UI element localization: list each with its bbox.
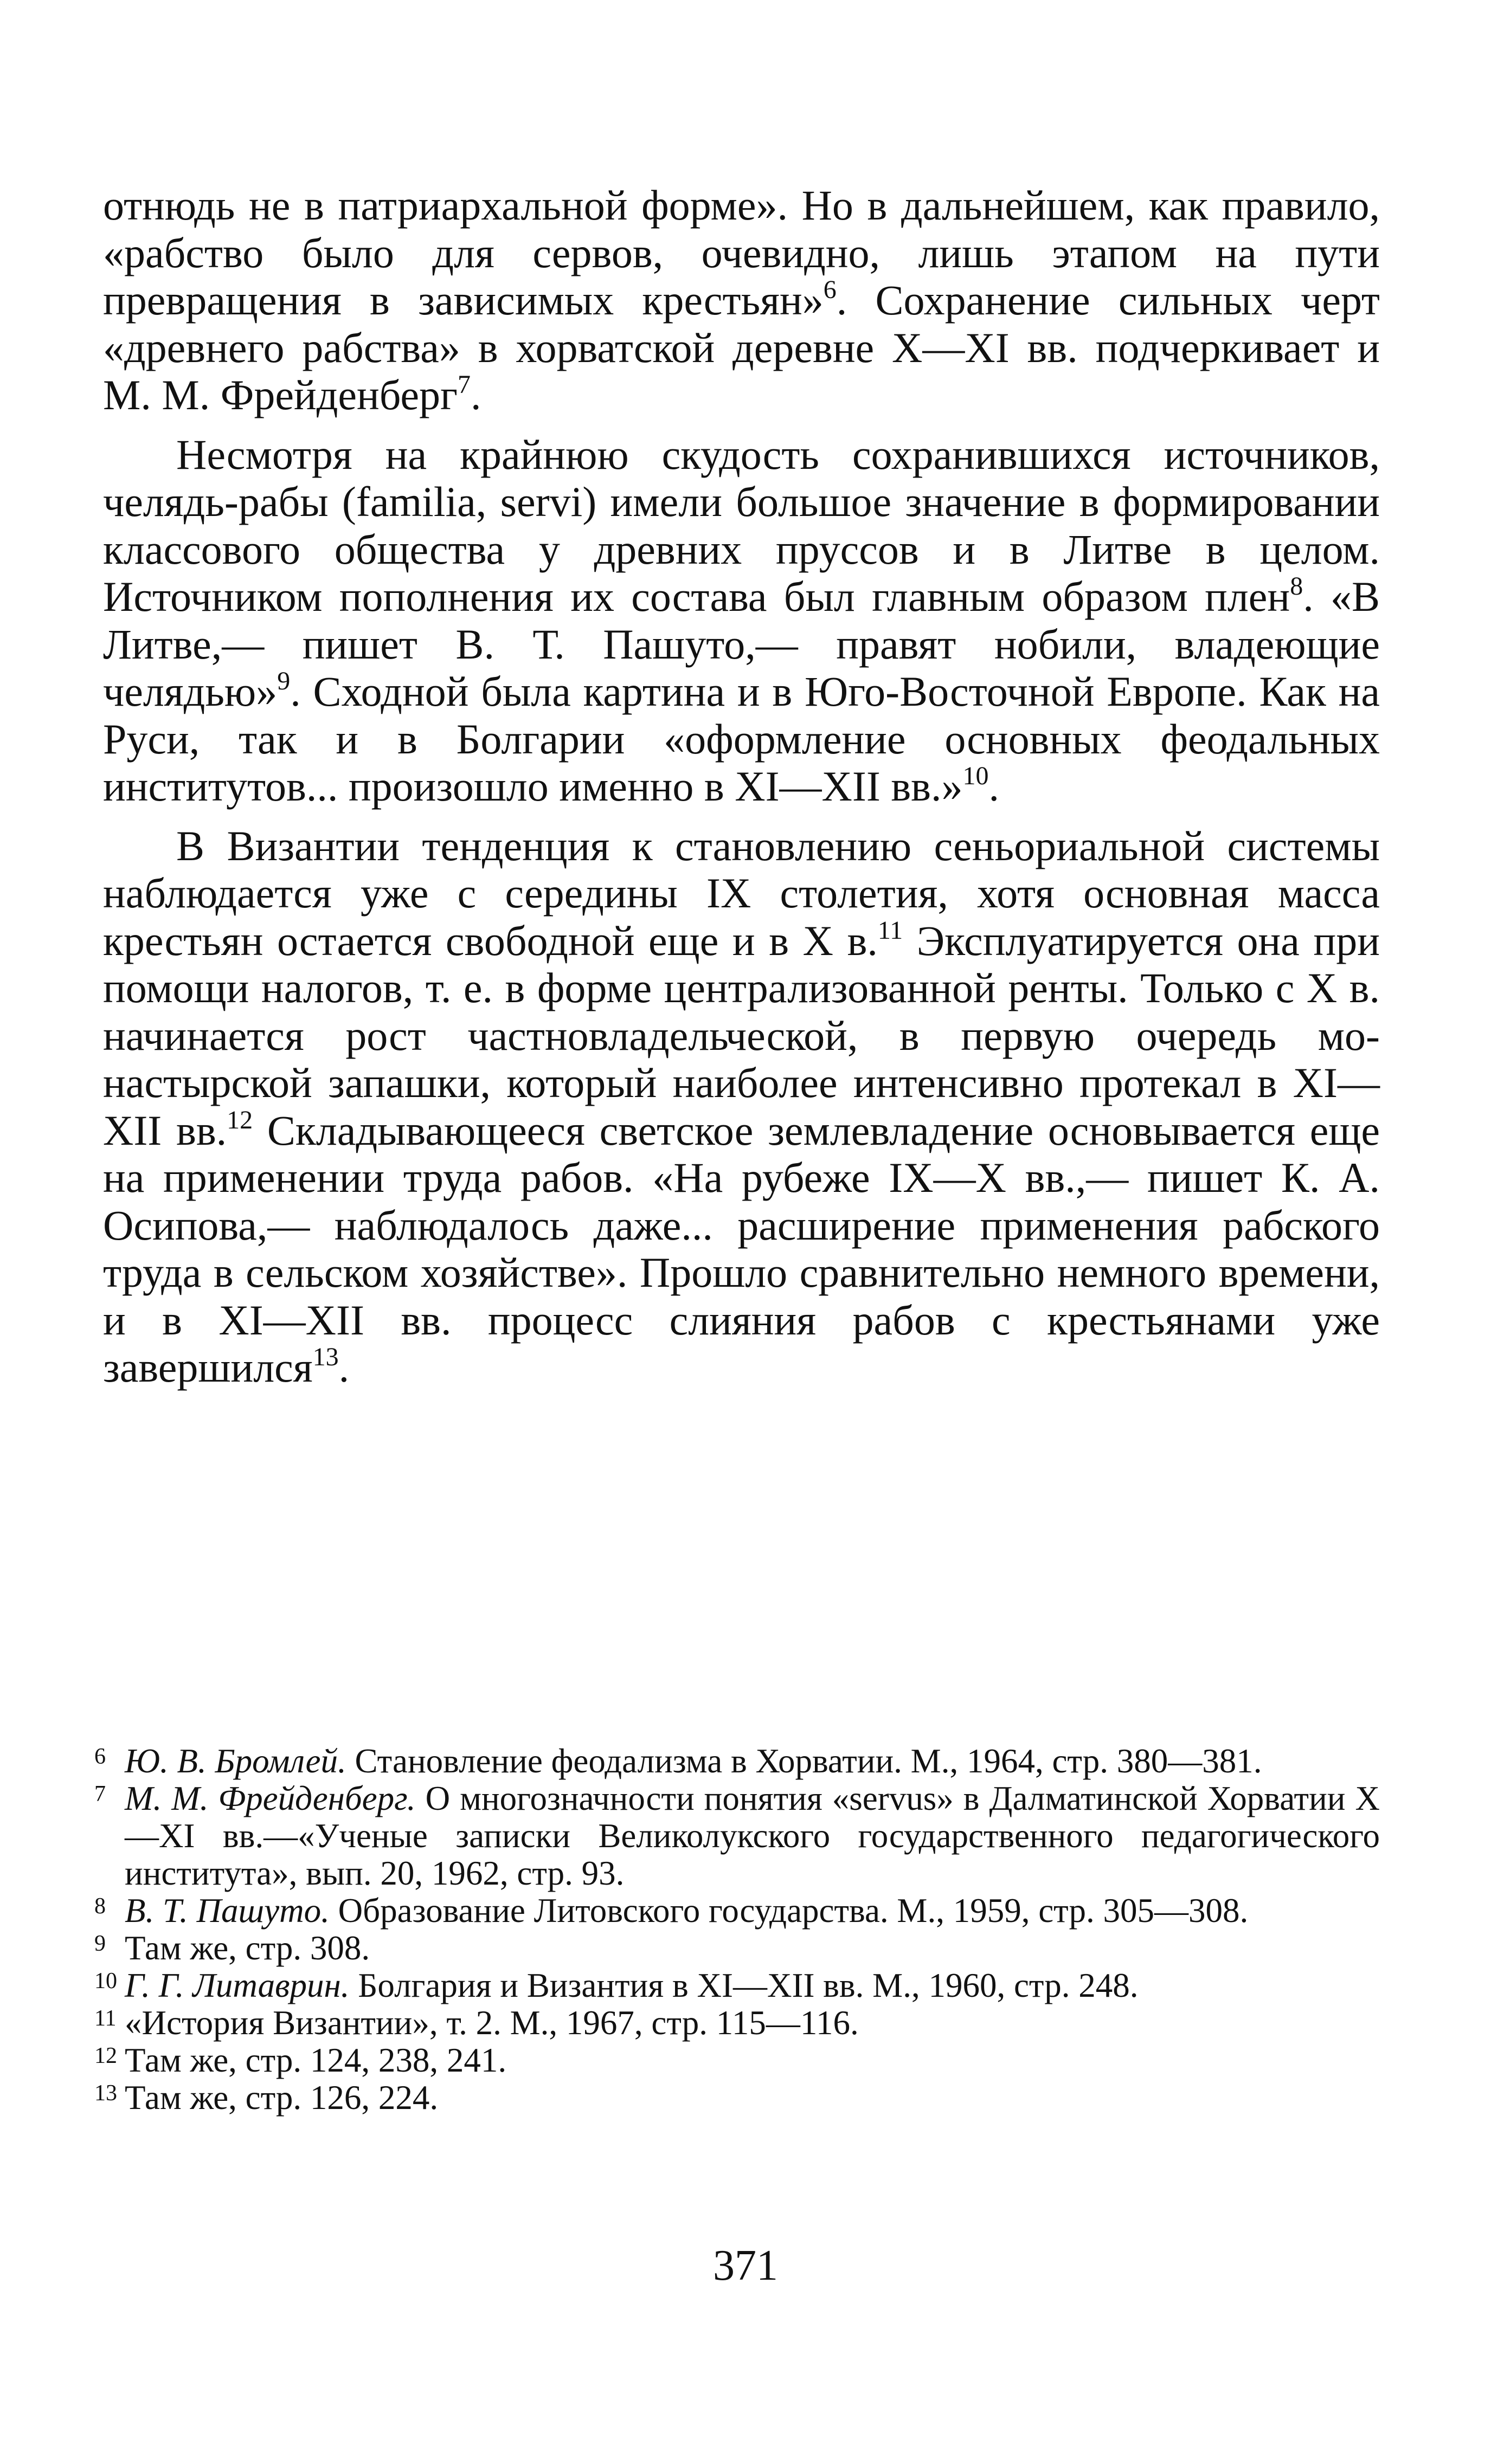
footnote-number: 10 (94, 1969, 117, 1994)
text-run: Несмотря на крайнюю скудость сохранившихся источников, челядь-рабы (familia, servi) имели большое значение в формировании классового общества у древних пруссов и в Литве в целом. Источником пополнения их состава был главным образом плен (103, 430, 1380, 620)
text-run: . (988, 763, 999, 810)
text-run: . (338, 1344, 350, 1391)
footnote-text: О многозначности понятия «servus» в Далматинской Хорватии X—XI вв.—«Ученые записки Великолукского государственного педагогического института», вып. 20, 1962, стр. 93. (125, 1779, 1380, 1892)
footnote-7 (94, 1779, 1380, 1892)
footnote-ref[interactable]: 8 (1290, 572, 1303, 601)
footnote-author: Ю. В. Бромлей. (125, 1742, 346, 1780)
text-run: Складывающееся светское землевладение основывается еще на применении труда рабов. «На рубеже IX—X вв.,— пишет К. А. Осипова,— наблюдалось даже... расширение применения рабского труда в сельском хозяйстве». Прошло сравнительно немного времени, и в XI—XII вв. процесс слияния рабов с крестьянами уже завершился (103, 1106, 1380, 1391)
page-number: 371 (713, 2242, 778, 2289)
footnote-6 (94, 1742, 1380, 1780)
footnote-8 (94, 1892, 1380, 1930)
footnote-text: Там же, стр. 126, 224. (125, 2079, 439, 2117)
footnote-13 (94, 2079, 1380, 2117)
text-run: отнюдь не в патриархальной форме». Но в дальнейшем, как правило, «рабство было для сервов, очевидно, лишь этапом на пути превращения в зависимых крестьян» (103, 182, 1380, 324)
footnote-text: Становление феодализма в Хорватии. М., 1964, стр. 380—381. (346, 1742, 1262, 1780)
footnote-ref[interactable]: 7 (458, 370, 471, 399)
main-text (103, 182, 1380, 1391)
paragraph-3 (103, 822, 1380, 1391)
footnote-text: Образование Литовского государства. М., 1959, стр. 305—308. (329, 1892, 1249, 1930)
footnote-ref[interactable]: 10 (962, 762, 989, 790)
footnote-number: 9 (94, 1931, 106, 1956)
footnote-ref[interactable]: 6 (823, 275, 837, 304)
footnote-number: 13 (94, 2081, 117, 2106)
text-run: Эксплуатируется она при помощи налогов, т. е. в форме централизованной ренты. Только с X в. начинается рост частновладельческой, в первую очередь монастырской запашки, который наиболее интенсивно протекал в XI—XII вв. (103, 917, 1380, 1154)
footnote-text: Там же, стр. 124, 238, 241. (125, 2041, 507, 2079)
footnote-author: М. М. Фрейденберг. (125, 1779, 416, 1817)
footnote-ref[interactable]: 9 (277, 667, 291, 695)
footnote-author: В. Т. Пашуто. (125, 1892, 330, 1930)
footnote-9 (94, 1929, 1380, 1967)
footnote-number: 11 (94, 2006, 117, 2031)
footnote-10 (94, 1966, 1380, 2004)
paragraph-2 (103, 431, 1380, 810)
footnote-ref[interactable]: 11 (877, 915, 903, 945)
footnote-ref[interactable]: 12 (227, 1105, 253, 1134)
footnote-11 (94, 2004, 1380, 2042)
text-run: . Сходной была картина и в Юго-Восточной Европе. Как на Руси, так и в Болгарии «оформление основных феодальных институтов... произошло именно в XI—XII вв.» (103, 668, 1380, 810)
footnote-number: 7 (94, 1782, 106, 1807)
footnote-ref[interactable]: 13 (312, 1343, 339, 1371)
footnote-number: 8 (94, 1894, 106, 1919)
text-run: . (471, 371, 481, 418)
footnote-text: «История Византии», т. 2. М., 1967, стр. 115—116. (125, 2004, 859, 2042)
footnotes (94, 1742, 1380, 2117)
footnote-author: Г. Г. Литаврин. (125, 1966, 350, 2004)
footnote-text: Там же, стр. 308. (125, 1929, 370, 1967)
text-run: В Византии тенденция к становлению сеньориальной системы наблюдается уже с середины IX столетия, хотя основная масса крестьян остается свободной еще и в X в. (103, 822, 1380, 964)
text-run: . Сохранение сильных черт «древнего рабства» в хорватской деревне X—XI вв. подчеркивает и М. М. Фрейденберг (103, 276, 1380, 418)
footnote-text: Болгария и Византия в XI—XII вв. М., 1960, стр. 248. (349, 1966, 1139, 2004)
text-run: . «В Литве,— пишет В. Т. Пашуто,— правят нобили, владеющие челядью» (103, 573, 1380, 715)
footnote-number: 6 (94, 1744, 106, 1769)
footnote-number: 12 (94, 2043, 117, 2068)
footnote-12 (94, 2041, 1380, 2079)
paragraph-1 (103, 182, 1380, 419)
